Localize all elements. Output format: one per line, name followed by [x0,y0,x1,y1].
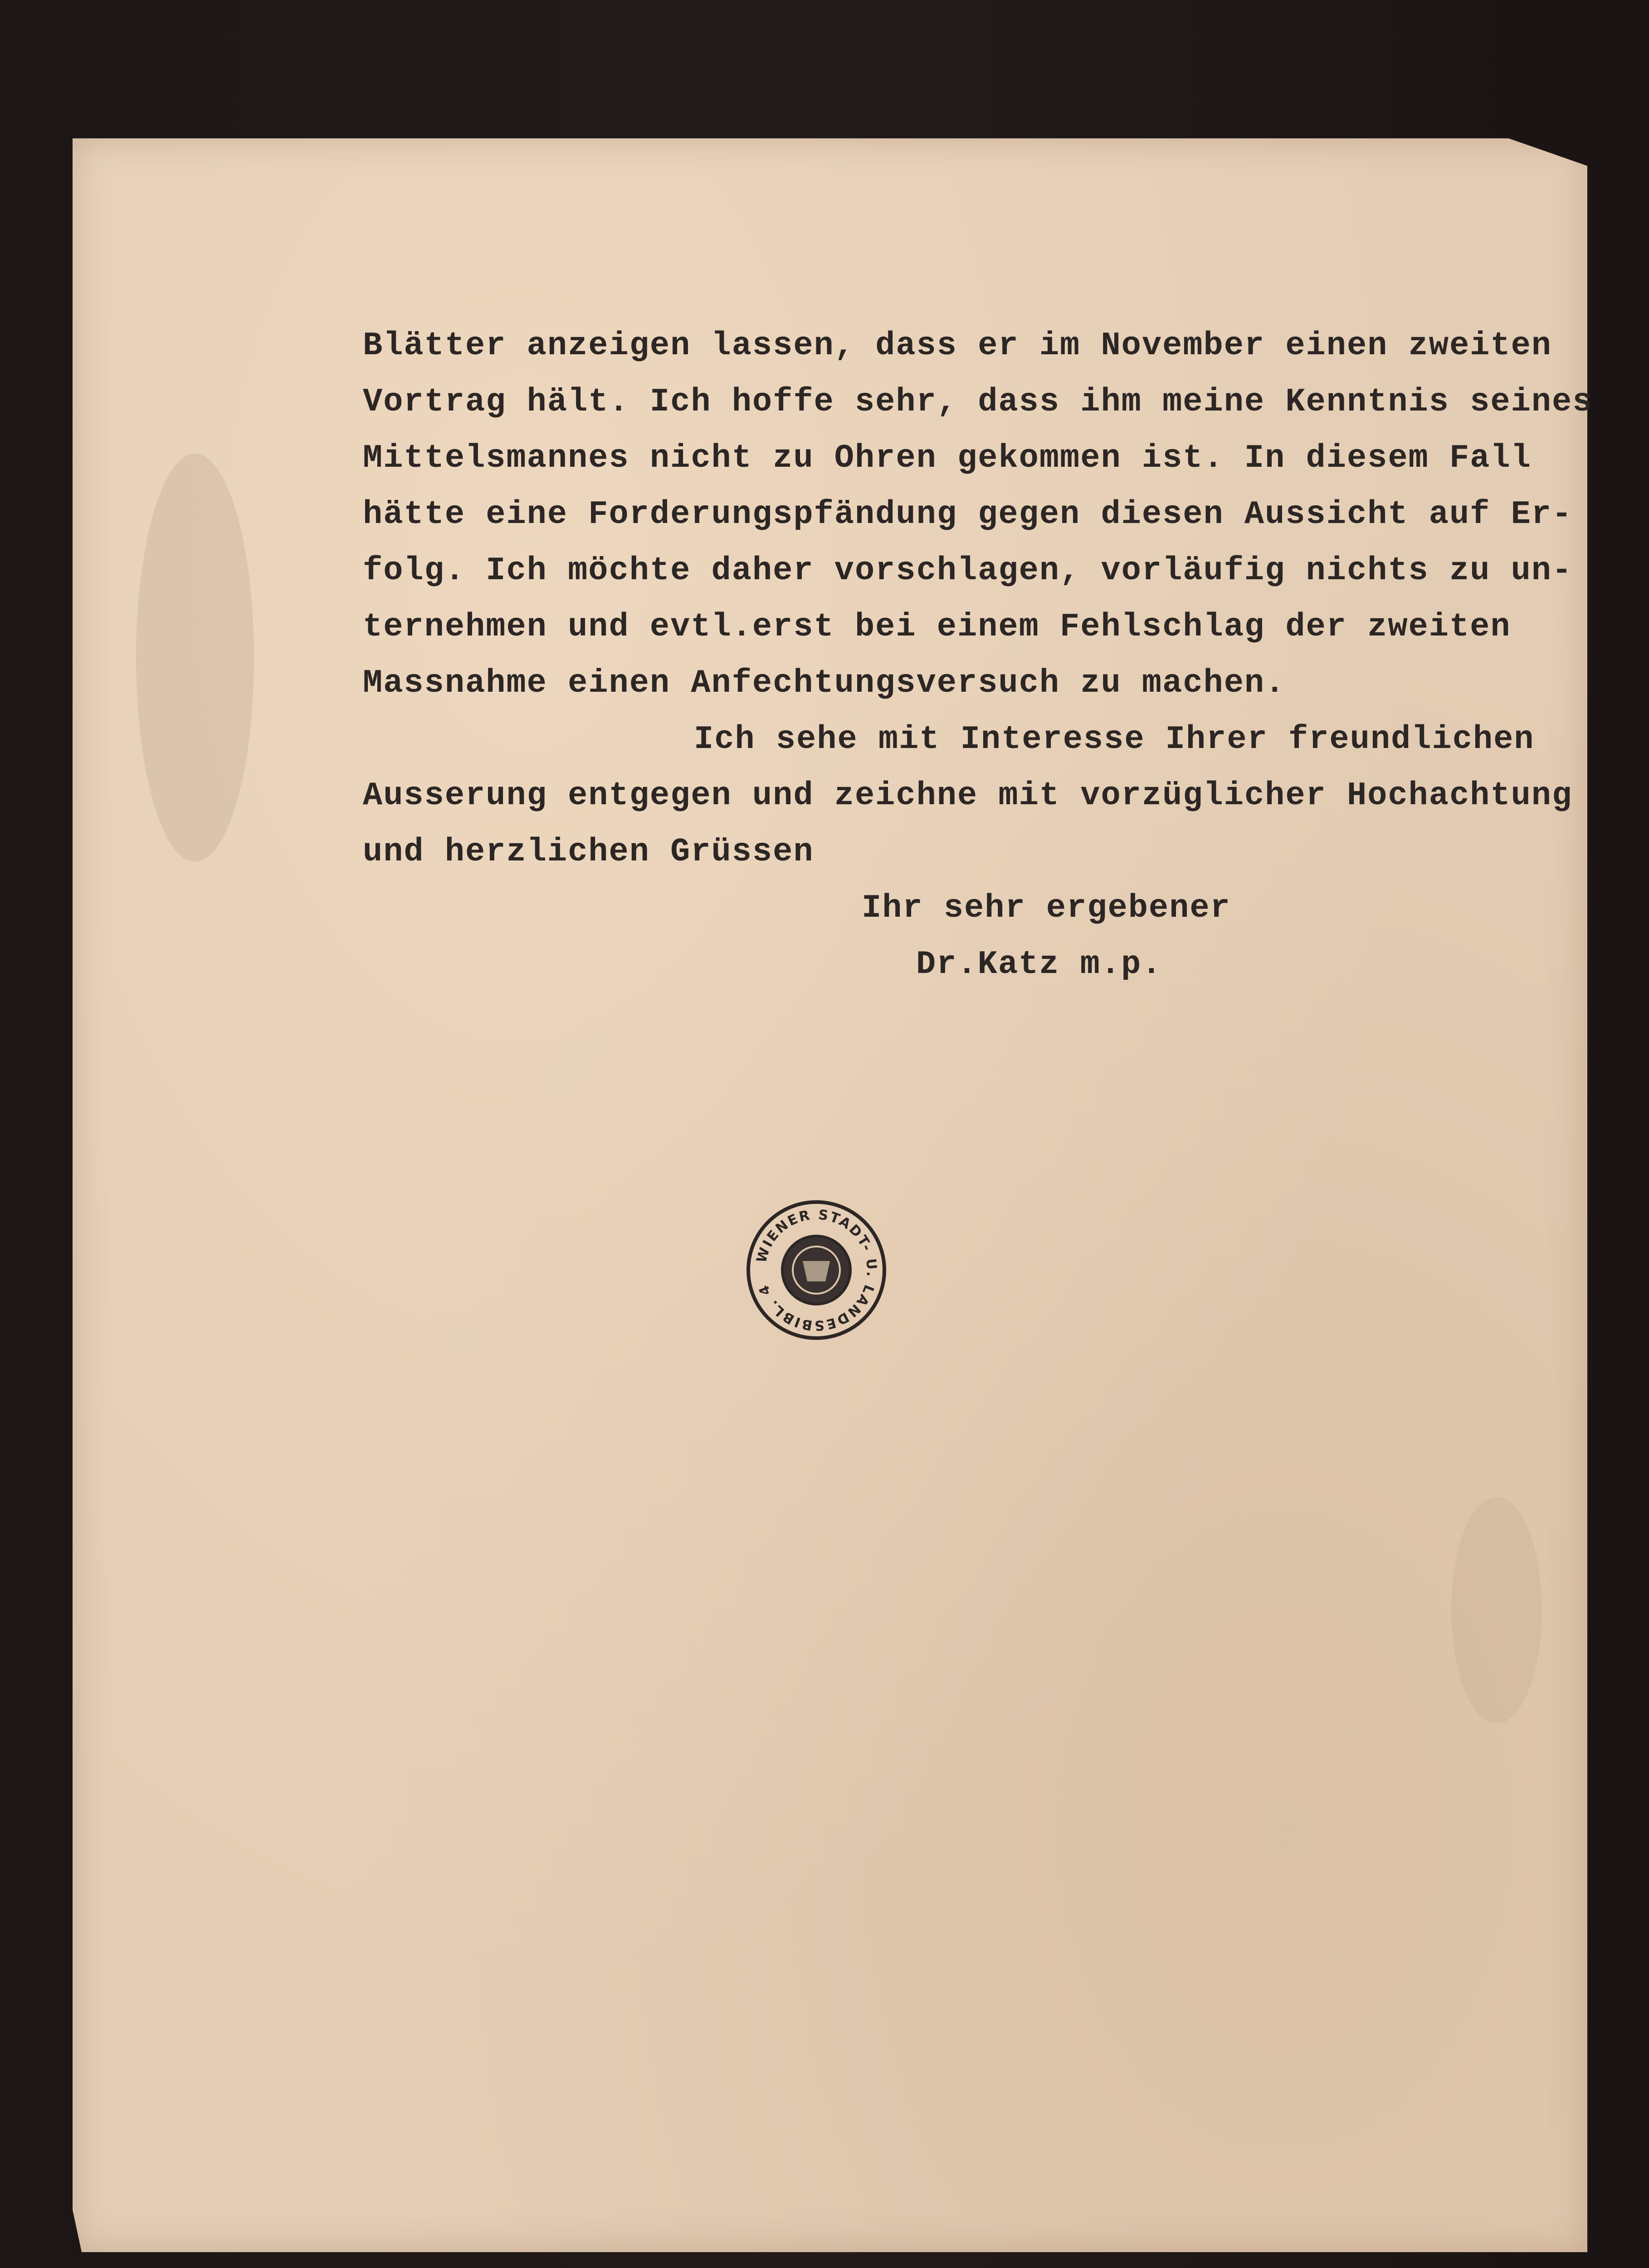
letter-line: hätte eine Forderungspfändung gegen diesen Aussicht auf Er- [363,496,1573,533]
letter-line: Blätter anzeigen lassen, dass er im November einen zweiten [363,327,1552,364]
library-stamp-icon [744,1198,889,1343]
letter-line: Vortrag hält. Ich hoffe sehr, dass ihm meine Kenntnis seines [363,383,1593,420]
letter-line: Ausserung entgegen und zeichne mit vorzüglicher Hochachtung [363,777,1573,814]
letter-line: Ich sehe mit Interesse Ihrer freundlichen [694,721,1535,758]
paper-stain [1451,1497,1542,1724]
stamp-text: WIENER STADT- U. LANDESBIBL. 4 [753,1207,880,1334]
letter-line: Massnahme einen Anfechtungsversuch zu machen. [363,665,1286,702]
letter-body [363,318,1593,992]
paper-stain [136,454,254,862]
letter-line: und herzlichen Grüssen [363,833,814,870]
letter-closing: Ihr sehr ergebener [862,890,1231,927]
letter-line: folg. Ich möchte daher vorschlagen, vorläufig nichts zu un- [363,552,1573,589]
letter-line: Mittelsmannes nicht zu Ohren gekommen ist. In diesem Fall [363,440,1532,477]
letter-line: ternehmen und evtl.erst bei einem Fehlschlag der zweiten [363,608,1511,645]
letter-signature: Dr.Katz m.p. [916,946,1162,983]
library-stamp [744,1198,889,1343]
